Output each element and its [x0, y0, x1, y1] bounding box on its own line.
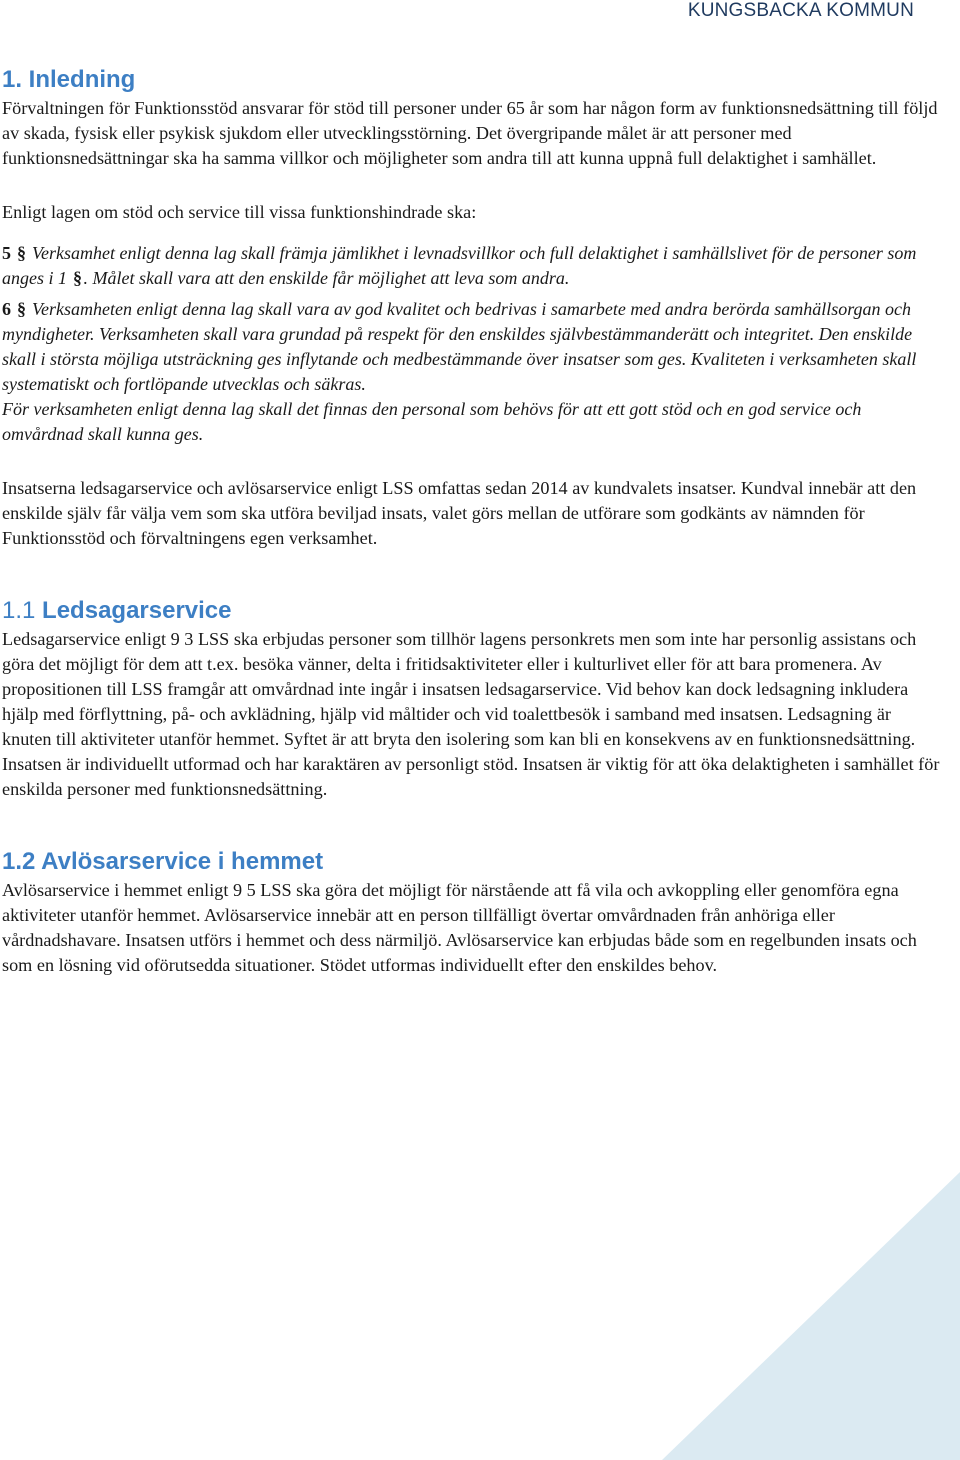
section-number: 1.2 — [2, 848, 36, 875]
kundval-paragraph: Insatserna ledsagarservice och avlösarservice enligt LSS omfattas sedan 2014 av kundvalets insatser. Kundval innebär att den enskilde själv får välja vem som ska utföra beviljad insats, valet görs mellan de utförare som godkänts av nämnden för Funktionsstöd och förvaltningens egen verksamhet. — [2, 478, 917, 548]
section-heading-ledsagarservice — [2, 595, 942, 627]
intro-paragraph: Förvaltningen för Funktionsstöd ansvarar för stöd till personer under 65 år som har någon form av funktionsnedsättning till följd av skada, fysisk eller psykisk sjukdom eller utvecklingsstörning. Det övergripande målet är att personer med funktionsnedsättningar ska ha samma villkor och möjligheter som andra till att kunna uppnå full delaktighet i samhället. — [2, 98, 938, 168]
section-sign-icon: § — [17, 243, 26, 263]
law-intro: Enligt lagen om stöd och service till vissa funktionshindrade ska: — [2, 202, 477, 222]
paragraph-6-text: Verksamheten enligt denna lag skall vara av god kvalitet och bedrivas i samarbete med andra berörda samhällsorgan och myndigheter. Verksamheten skall vara grundad på respekt för den enskildes självbestämmanderätt och integritet. Den enskilde skall i största möjliga utsträckning ges inflytande och medbestämmande över insatser som ges. Kvaliteten i verksamheten skall systematiskt och fortlöpande utvecklas och säkras. — [2, 299, 917, 394]
paragraph-number-6: 6 — [2, 299, 11, 319]
section-heading-inledning: 1. Inledning — [2, 66, 136, 93]
lss-paragraph-6b: För verksamheten enligt denna lag skall det finnas den personal som behövs för att ett gott stöd och en god service och omvårdnad skall kunna ges. — [2, 399, 862, 444]
section-title: Ledsagarservice — [42, 597, 232, 624]
section-number: 1.1 — [2, 597, 36, 624]
document-body — [2, 64, 942, 978]
avlosarservice-paragraph: Avlösarservice i hemmet enligt 9 5 LSS ska göra det möjligt för närstående att få vila och avkoppling eller genomföra egna aktiviteter utanför hemmet. Avlösarservice innebär att en person tillfälligt övertar omvårdnaden från anhöriga eller vårdnadshavare. Insatsen utförs i hemmet och dess närmiljö. Avlösarservice kan erbjudas både som en regelbunden insats och som en lösning vid oförutsedda situationer. Stödet utformas individuellt efter den enskildes behov. — [2, 880, 917, 975]
lss-quote — [2, 241, 942, 447]
lss-paragraph-5 — [2, 241, 942, 291]
decor-triangle — [662, 1172, 960, 1460]
section-sign-icon: § — [17, 299, 26, 319]
section-sign-icon: § — [73, 268, 82, 288]
section-heading-avlosarservice — [2, 846, 942, 878]
paragraph-5-tail: . Målet skall vara att den enskilde får möjlighet att leva som andra. — [83, 268, 570, 288]
ledsagarservice-paragraph: Ledsagarservice enligt 9 3 LSS ska erbjudas personer som tillhör lagens personkrets men som inte har personlig assistans och göra det möjligt för dem att t.ex. besöka vänner, delta i fritidsaktiviteter eller i kulturlivet eller för att bara promenera. Av propositionen till LSS framgår att omvårdnad inte ingår i insatsen ledsagarservice. Vid behov kan dock ledsagning inkludera hjälp med förflyttning, på- och avklädning, hjälp vid måltider och vid toalettbesök i samband med insatsen. Ledsagning är knuten till aktiviteter utanför hemmet. Syftet är att bryta den isolering som kan bli en konsekvens av en funktionsnedsättning. Insatsen är individuellt utformad och har karaktären av personligt stöd. Insatsen är viktig för att öka delaktigheten i samhället för enskilda personer med funktionsnedsättning. — [2, 629, 940, 799]
paragraph-number-5: 5 — [2, 243, 11, 263]
paragraph-5-text: Verksamhet enligt denna lag skall främja jämlikhet i levnadsvillkor och full delaktighet i samhällslivet för de personer som anges i 1 — [2, 243, 917, 288]
section-title: Avlösarservice i hemmet — [41, 848, 324, 875]
lss-paragraph-6 — [2, 297, 942, 397]
organization-name: KUNGSBACKA KOMMUN — [687, 0, 914, 21]
